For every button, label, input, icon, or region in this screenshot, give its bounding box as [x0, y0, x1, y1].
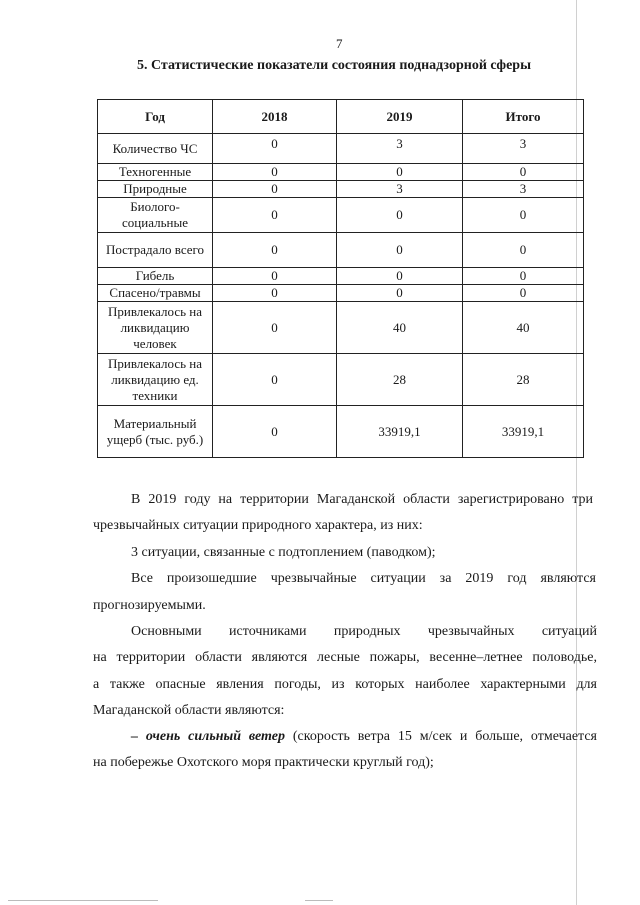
cell-2018: 0	[213, 302, 337, 354]
paragraph-4-line-1: Основными источниками природных чрезвычайных ситуаций	[131, 624, 597, 639]
cell-2018: 0	[213, 134, 337, 164]
cell-2018: 0	[213, 181, 337, 198]
row-label: Природные	[98, 181, 213, 198]
row-label: Привлекалось на ликвидацию человек	[98, 302, 213, 354]
paragraph-5-line-1-rest: (скорость ветра 15 м/сек и больше, отмечается	[284, 729, 598, 744]
bottom-scan-line	[8, 900, 158, 901]
table-row	[98, 181, 584, 198]
table-row	[98, 354, 584, 406]
cell-total: 3	[463, 181, 584, 198]
cell-2019: 3	[337, 134, 463, 164]
cell-2019: 0	[337, 233, 463, 268]
paragraph-5-line-2: на побережье Охотского моря практически круглый год);	[93, 755, 434, 770]
paragraph-4-line-4: Магаданской области являются:	[93, 703, 285, 718]
table-row	[98, 285, 584, 302]
cell-2019: 33919,1	[337, 406, 463, 458]
paragraph-1-line-1: В 2019 году на территории Магаданской области зарегистрировано три	[131, 492, 593, 507]
header-2018: 2018	[213, 100, 337, 134]
table-row	[98, 406, 584, 458]
cell-total: 0	[463, 198, 584, 233]
cell-2019: 28	[337, 354, 463, 406]
cell-2019: 0	[337, 164, 463, 181]
row-label: Гибель	[98, 268, 213, 285]
table-header-row	[98, 100, 584, 134]
emphasis-strong-wind: – очень сильный ветер	[131, 729, 285, 744]
cell-2018: 0	[213, 406, 337, 458]
cell-2019: 3	[337, 181, 463, 198]
cell-2018: 0	[213, 198, 337, 233]
cell-2019: 0	[337, 268, 463, 285]
cell-total: 40	[463, 302, 584, 354]
section-title: 5. Статистические показатели состояния поднадзорной сферы	[136, 58, 532, 73]
cell-total: 0	[463, 285, 584, 302]
table-row	[98, 268, 584, 285]
cell-2018: 0	[213, 268, 337, 285]
header-total: Итого	[463, 100, 584, 134]
paragraph-1-line-2: чрезвычайных ситуации природного характера, из них:	[93, 518, 423, 533]
paragraph-5-line-1	[131, 728, 597, 746]
cell-total: 3	[463, 134, 584, 164]
cell-total: 0	[463, 268, 584, 285]
paragraph-3-line-2: прогнозируемыми.	[93, 598, 206, 613]
cell-2018: 0	[213, 354, 337, 406]
cell-2018: 0	[213, 285, 337, 302]
cell-total: 0	[463, 164, 584, 181]
paragraph-4-line-3: а также опасные явления погоды, из которых наиболее характерными для	[93, 677, 597, 692]
paragraph-4-line-2: на территории области являются лесные пожары, весенне–летнее половодье,	[93, 650, 597, 665]
cell-2019: 0	[337, 285, 463, 302]
row-label: Биолого-социальные	[98, 198, 213, 233]
cell-2019: 40	[337, 302, 463, 354]
header-2019: 2019	[337, 100, 463, 134]
table-row	[98, 134, 584, 164]
row-label: Техногенные	[98, 164, 213, 181]
header-year: Год	[98, 100, 213, 134]
page-number: 7	[336, 36, 343, 51]
cell-total: 0	[463, 233, 584, 268]
row-label: Материальный ущерб (тыс. руб.)	[98, 406, 213, 458]
table-row	[98, 164, 584, 181]
row-label: Привлекалось на ликвидацию ед. техники	[98, 354, 213, 406]
paragraph-3-line-1: Все произошедшие чрезвычайные ситуации за 2019 год являются	[131, 571, 596, 586]
cell-2018: 0	[213, 233, 337, 268]
paragraph-2: 3 ситуации, связанные с подтоплением (паводком);	[131, 545, 436, 560]
row-label: Пострадало всего	[98, 233, 213, 268]
table-row	[98, 198, 584, 233]
cell-total: 28	[463, 354, 584, 406]
statistics-table	[97, 99, 584, 458]
table-row	[98, 302, 584, 354]
row-label: Спасено/травмы	[98, 285, 213, 302]
cell-total: 33919,1	[463, 406, 584, 458]
cell-2019: 0	[337, 198, 463, 233]
table-row	[98, 233, 584, 268]
bottom-scan-line	[305, 900, 333, 901]
cell-2018: 0	[213, 164, 337, 181]
row-label: Количество ЧС	[98, 134, 213, 164]
